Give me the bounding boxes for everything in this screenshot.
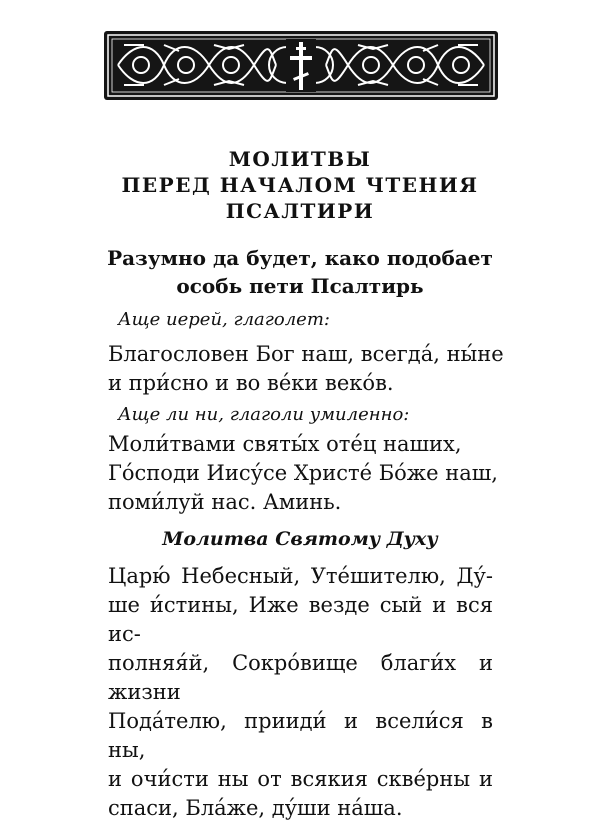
paragraph-holy-spirit-prayer	[108, 562, 493, 823]
title-line: ПСАЛТИРИ	[225, 199, 375, 223]
text-line: Пода́телю, прииди́ и всели́ся в ны,	[108, 709, 493, 762]
title-line: ПЕРЕД НАЧАЛОМ ЧТЕНИЯ	[121, 173, 479, 197]
text-line: Благословен Бог наш, всегда́, ны́не	[108, 342, 504, 366]
subtitle-line: Разумно да будет, како подобает	[107, 246, 493, 270]
interlace-ornament	[104, 31, 498, 100]
text-line: Царю́ Небесный, Уте́шителю, Ду́-	[108, 564, 493, 588]
text-line: поми́луй нас. Аминь.	[108, 490, 342, 514]
text-line: ше и́стины, Иже везде сый и вся ис-	[108, 593, 493, 646]
text-line: и при́сно и во ве́ки веко́в.	[108, 371, 394, 395]
paragraph-blessing	[108, 340, 504, 398]
page-title	[0, 146, 600, 224]
title-line: МОЛИТВЫ	[228, 147, 372, 171]
text-line: и очи́сти ны от всякия скве́рны и	[108, 767, 493, 791]
text-line: спаси, Бла́же, ду́ши на́ша.	[108, 796, 403, 820]
rubric-layman: Аще ли ни, глаголи умиленно:	[118, 404, 410, 425]
ornamental-header-band	[104, 31, 498, 100]
paragraph-jesus-prayer	[108, 430, 498, 517]
rubric-priest: Аще иерей, глаголет:	[118, 309, 330, 330]
text-line: полняя́й, Сокро́вище благи́х и жизни	[108, 651, 493, 704]
text-line: Моли́твами святы́х оте́ц наших,	[108, 432, 462, 456]
section-subtitle	[0, 244, 600, 300]
subtitle-line: особь пети Псалтирь	[176, 274, 424, 298]
text-line: Го́споди Иису́се Христе́ Бо́же наш,	[108, 461, 498, 485]
prayer-heading: Молитва Святому Духу	[162, 528, 438, 550]
